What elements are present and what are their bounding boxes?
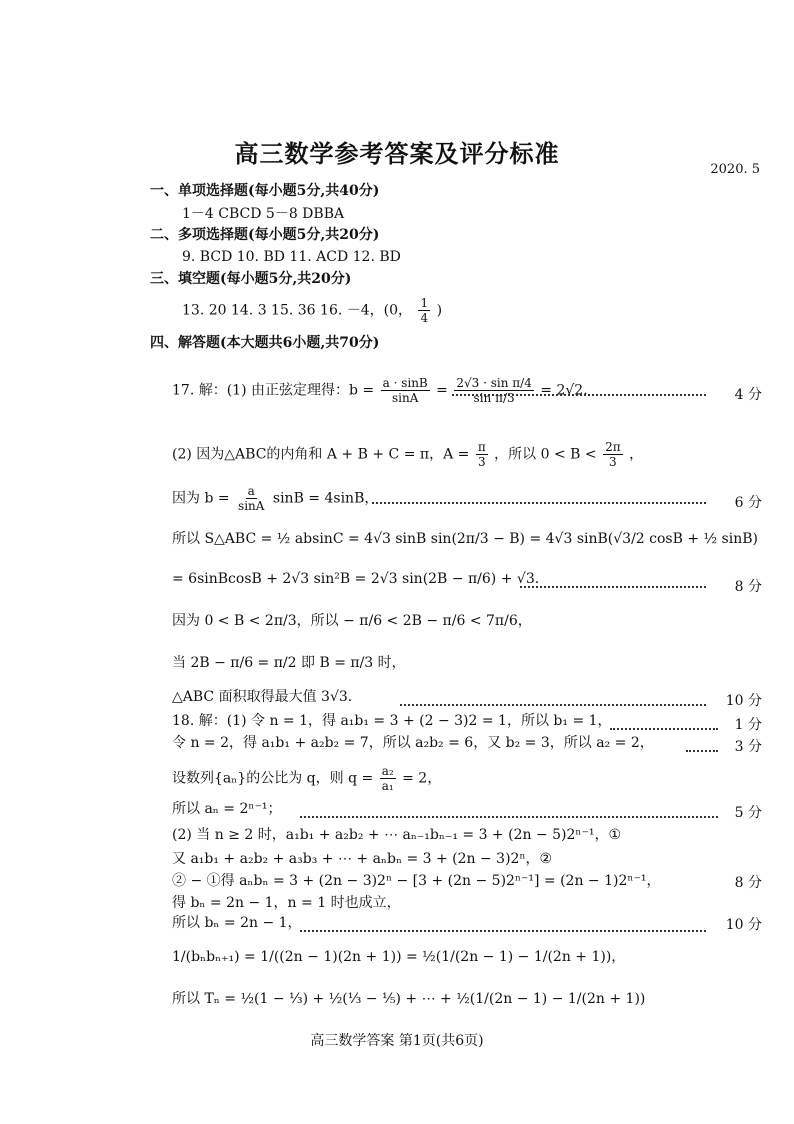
leader-dots (686, 750, 718, 752)
p17-line-5: = 6sinBcosB + 2√3 sin²B = 2√3 sin(2B − π/6) + √3. (172, 571, 540, 587)
leader-dots (520, 586, 706, 588)
fraction: $\frac{\text{a₂}}{\text{a₁}}$ (381, 764, 394, 793)
section-1-heading: 一、单项选择题(每小题5分,共40分) (150, 183, 380, 199)
score: 8 分 (734, 875, 762, 891)
score: 5 分 (734, 805, 762, 821)
leader-dots (452, 394, 706, 396)
fill-answers-text: 13. 20 14. 3 15. 36 16. －4，(0， (182, 302, 413, 319)
fraction: $\frac{\text{2√3 · sin π/4}}{\text{sin π/3}}$ (456, 376, 532, 405)
fraction: $\frac{a \cdot \sin B}{\sin A}$ (382, 376, 428, 405)
score: 6 分 (734, 495, 762, 511)
leader-dots (400, 704, 706, 706)
leader-dots (300, 816, 718, 818)
leader-dots (610, 728, 718, 730)
p18-line-4: 所以 aₙ = 2ⁿ⁻¹； (172, 801, 282, 817)
p18-line-8: 得 bₙ = 2n − 1，n = 1 时也成立， (172, 895, 401, 911)
p18-line-7: ② − ①得 aₙbₙ = 3 + (2n − 3)2ⁿ − [3 + (2n − 5)2ⁿ⁻¹] = (2n − 1)2ⁿ⁻¹， (172, 873, 661, 889)
page-title: 高三数学参考答案及评分标准 (234, 139, 560, 168)
leader-dots (372, 502, 706, 504)
p18-line-1: 18. 解：(1) 令 n = 1，得 a₁b₁ = 3 + (2 − 3)2 = 1，所以 b₁ = 1， (172, 713, 612, 729)
section-2-heading: 二、多项选择题(每小题5分,共20分) (150, 227, 380, 243)
score: 4 分 (734, 387, 762, 403)
section-4-heading: 四、解答题(本大题共6小题,共70分) (150, 335, 380, 351)
p18-line-10: 1/(bₙbₙ₊₁) = 1/((2n − 1)(2n + 1)) = ½(1/(2n − 1) − 1/(2n + 1))， (172, 949, 626, 965)
p17-line-3: 因为 b = $\frac{a}{\sin A}$ sinB = 4sinB， (172, 484, 379, 513)
p17-line-6: 因为 0 < B < 2π/3，所以 − π/6 < 2B − π/6 < 7π/6， (172, 613, 532, 629)
fraction: $\frac{1}{4}$ (420, 296, 429, 325)
section-3-answers: 13. 20 14. 3 15. 36 16. －4，(0， $\frac{1}{4}$ ) (182, 296, 443, 325)
score: 1 分 (734, 717, 762, 733)
leader-dots (300, 930, 706, 932)
p17-line-7: 当 2B − π/6 = π/2 即 B = π/3 时， (172, 655, 406, 671)
p17-line-2: (2) 因为△ABC的内角和 A + B + C = π，A = $\frac{\pi}{3}$ ，所以 0 < B < $\frac{2\pi}{3}$ ， (172, 440, 644, 469)
section-2-answers: 9. BCD 10. BD 11. ACD 12. BD (182, 249, 401, 265)
p17-line-4: 所以 S△ABC = ½ absinC = 4√3 sinB sin(2π/3 − B) = 4√3 sinB(√3/2 cosB + ½ sinB) (172, 531, 758, 547)
document-date: 2020. 5 (710, 162, 760, 177)
fraction: $\frac{a}{\sin A}$ (238, 484, 265, 513)
p17-line-1: 17. 解：(1) 由正弦定理得：b = $\frac{a \cdot \sin B}{\sin A}$ = $\frac{\text{2√3 · sin π/4}}{\text{sin π/3}}$ = 2√2. (172, 376, 588, 405)
score: 10 分 (725, 693, 762, 709)
score: 8 分 (734, 579, 762, 595)
fraction: $\frac{2\pi}{3}$ (605, 440, 621, 469)
score: 3 分 (734, 739, 762, 755)
score: 10 分 (725, 917, 762, 933)
p18-line-3: 设数列{aₙ}的公比为 q，则 q = $\frac{\text{a₂}}{\text{a₁}}$ = 2， (172, 764, 442, 793)
p18-line-11: 所以 Tₙ = ½(1 − ⅓) + ½(⅓ − ⅕) + ⋯ + ½(1/(2n − 1) − 1/(2n + 1)) (172, 991, 646, 1007)
p18-line-5: (2) 当 n ≥ 2 时，a₁b₁ + a₂b₂ + ⋯ aₙ₋₁bₙ₋₁ = 3 + (2n − 5)2ⁿ⁻¹，① (172, 827, 622, 843)
fraction: $\frac{\pi}{3}$ (477, 440, 486, 469)
p18-line-9: 所以 bₙ = 2n − 1， (172, 915, 302, 931)
p18-line-6: 又 a₁b₁ + a₂b₂ + a₃b₃ + ⋯ + aₙbₙ = 3 + (2n − 3)2ⁿ，② (172, 851, 553, 867)
p18-line-2: 令 n = 2，得 a₁b₁ + a₂b₂ = 7，所以 a₂b₂ = 6，又 b₂ = 3，所以 a₂ = 2， (172, 735, 654, 751)
p17-line-8: △ABC 面积取得最大值 3√3. (172, 689, 353, 705)
section-3-heading: 三、填空题(每小题5分,共20分) (150, 271, 352, 287)
section-1-answers: 1－4 CBCD 5－8 DBBA (182, 206, 345, 222)
page-footer: 高三数学答案 第1页(共6页) (310, 1033, 484, 1049)
